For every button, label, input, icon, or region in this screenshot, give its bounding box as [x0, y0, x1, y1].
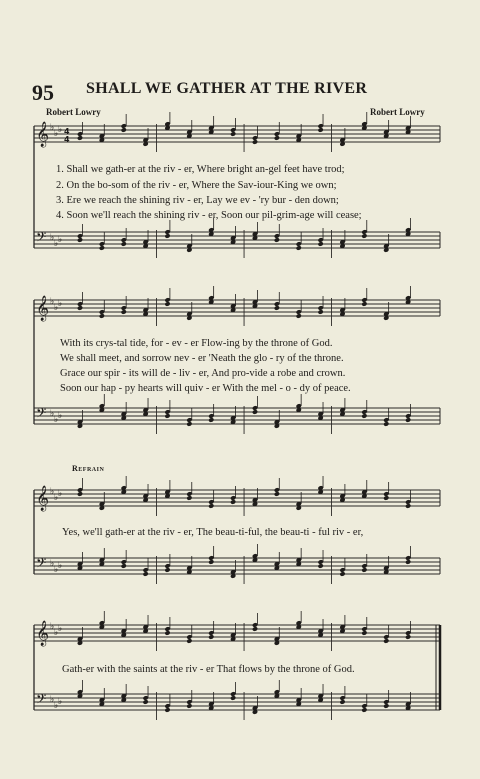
system-2-treble-note-head: [361, 301, 367, 307]
flat-icon: ♭: [54, 303, 59, 313]
system-4-bass-note-head: [142, 699, 148, 705]
system-3-bass-note-head: [121, 563, 127, 569]
treble-clef-icon: 𝄞: [36, 486, 50, 511]
system-3-treble-note-head: [208, 503, 214, 509]
system-4-bass-note-head: [339, 699, 345, 705]
system-1-treble-note-head: [121, 127, 127, 133]
system-1-bass-note-head: [296, 245, 302, 251]
system-3-treble-note-head: [274, 491, 280, 497]
bass-clef-icon: 𝄢: [36, 405, 47, 424]
hymn-title: SHALL WE GATHER AT THE RIVER: [86, 80, 368, 97]
flat-icon: ♭: [50, 695, 55, 705]
system-1-treble-note-head: [252, 139, 258, 145]
system-3-bass-note-head: [208, 559, 214, 565]
system-4-treble-note-head: [186, 638, 192, 644]
system-2-treble-note-head: [164, 301, 170, 307]
system-1-bass-note-head: [317, 241, 323, 247]
treble-clef-icon: 𝄞: [36, 296, 50, 321]
system-4-bass-note-head: [230, 695, 236, 701]
refrain-line-1: Yes, we'll gath-er at the riv - er, The beau-ti-ful, the beau-ti - ful riv - er,: [62, 527, 364, 538]
refrain-label: Refrain: [72, 464, 105, 473]
flat-icon: ♭: [54, 129, 59, 139]
system-1-bass-note-head: [274, 237, 280, 243]
treble-clef-icon: 𝄞: [36, 621, 50, 646]
flat-icon: ♭: [58, 697, 63, 707]
flat-icon: ♭: [54, 628, 59, 638]
verse-4-line-1: 4. Soon we'll reach the shining riv - er, Soon our pil-grim-age will cease;: [56, 210, 362, 221]
system-4-bass-note-head: [383, 703, 389, 709]
flat-icon: ♭: [58, 411, 63, 421]
system-3-bass-note-head: [361, 567, 367, 573]
system-4-treble-note-head: [383, 638, 389, 644]
system-1-bass-note-head: [164, 233, 170, 239]
flat-icon: ♭: [58, 624, 63, 634]
flat-icon: ♭: [58, 299, 63, 309]
time-signature-bottom: 4: [64, 135, 70, 144]
flat-icon: ♭: [58, 561, 63, 571]
system-2-treble-note-head: [296, 313, 302, 319]
system-2-treble-note-head: [274, 305, 280, 311]
system-1-bass-note-head: [121, 241, 127, 247]
system-2-treble-note-head: [77, 305, 83, 311]
verse-2-line-2: We shall meet, and sorrow nev - er 'Neath the glo - ry of the throne.: [60, 353, 344, 364]
refrain-line-2: Gath-er with the saints at the riv - er That flows by the throne of God.: [62, 664, 355, 675]
system-3-treble-note-head: [383, 495, 389, 501]
verse-1-line-2: With its crys-tal tide, for - ev - er Flow-ing by the throne of God.: [60, 338, 333, 349]
system-1-treble-note-head: [230, 131, 236, 137]
system-1-bass-note-head: [77, 237, 83, 243]
hymn-number: 95: [32, 80, 54, 105]
flat-icon: ♭: [58, 489, 63, 499]
flat-icon: ♭: [50, 409, 55, 419]
system-3-treble-note-head: [405, 503, 411, 509]
system-4-bass-note-head: [361, 707, 367, 713]
system-2-treble-note-head: [99, 313, 105, 319]
system-1-treble-note-head: [77, 135, 83, 141]
system-2-bass-note-head: [186, 421, 192, 427]
system-3-bass-note-head: [142, 571, 148, 577]
music-credit: Robert Lowry: [370, 107, 425, 117]
system-1-bass-note-head: [99, 245, 105, 251]
system-2-treble-note-head: [121, 309, 127, 315]
system-4-treble-note-head: [252, 626, 258, 632]
time-signature-top: 4: [64, 127, 70, 136]
flat-icon: ♭: [58, 125, 63, 135]
verse-1-line-1: 1. Shall we gath-er at the riv - er, Where bright an-gel feet have trod;: [56, 164, 345, 175]
flat-icon: ♭: [50, 297, 55, 307]
system-4-treble-note-head: [164, 630, 170, 636]
system-2-bass-note-head: [405, 417, 411, 423]
system-2-bass-note-head: [164, 413, 170, 419]
flat-icon: ♭: [54, 493, 59, 503]
flat-icon: ♭: [50, 233, 55, 243]
system-4-bass-note-head: [186, 703, 192, 709]
treble-clef-icon: 𝄞: [36, 122, 50, 147]
system-1-treble-note-head: [274, 135, 280, 141]
system-2-treble-note-head: [317, 309, 323, 315]
system-2-bass-note-head: [208, 417, 214, 423]
flat-icon: ♭: [50, 123, 55, 133]
flat-icon: ♭: [54, 701, 59, 711]
system-3-bass-note-head: [317, 563, 323, 569]
system-2-bass-note-head: [383, 421, 389, 427]
system-3-treble-note-head: [77, 491, 83, 497]
flat-icon: ♭: [54, 565, 59, 575]
flat-icon: ♭: [54, 415, 59, 425]
system-3-treble-note-head: [230, 499, 236, 505]
system-3-bass-note-head: [405, 559, 411, 565]
bass-clef-icon: 𝄢: [36, 555, 47, 574]
system-4-bass-note-head: [164, 707, 170, 713]
system-2-bass-note-head: [252, 409, 258, 415]
bass-clef-icon: 𝄢: [36, 229, 47, 248]
system-4-treble-note-head: [208, 634, 214, 640]
system-2-bass-note-head: [361, 413, 367, 419]
flat-icon: ♭: [50, 622, 55, 632]
verse-2-line-1: 2. On the bo-som of the riv - er, Where the Sav-iour-King we own;: [56, 180, 337, 191]
verse-3-line-2: Grace our spir - its will de - liv - er, And pro-vide a robe and crown.: [60, 368, 346, 379]
system-4-treble-note-head: [361, 630, 367, 636]
system-4-treble-note-head: [405, 634, 411, 640]
flat-icon: ♭: [50, 487, 55, 497]
bass-clef-icon: 𝄢: [36, 691, 47, 710]
flat-icon: ♭: [54, 239, 59, 249]
system-1-treble-note-head: [317, 127, 323, 133]
verse-3-line-1: 3. Ere we reach the shining riv - er, Lay we ev - 'ry bur - den down;: [56, 195, 339, 206]
system-1-bass-note-head: [361, 233, 367, 239]
verse-4-line-2: Soon our hap - py hearts will quiv - er With the mel - o - dy of peace.: [60, 383, 351, 394]
flat-icon: ♭: [50, 559, 55, 569]
system-3-bass-note-head: [339, 571, 345, 577]
system-3-treble-note-head: [186, 495, 192, 501]
words-credit: Robert Lowry: [46, 107, 101, 117]
system-3-bass-note-head: [164, 567, 170, 573]
flat-icon: ♭: [58, 235, 63, 245]
